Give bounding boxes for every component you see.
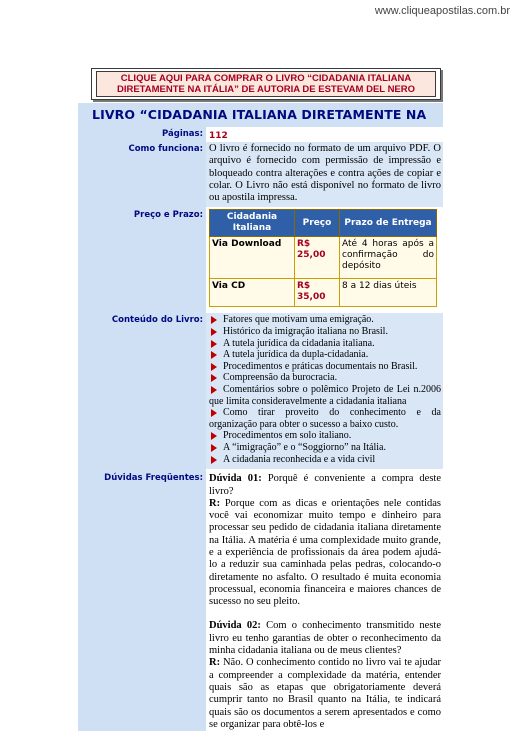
- list-item: Fatores que motivam uma emigração.: [209, 314, 441, 326]
- question-text: Porquê é conveniente a compra deste livro?: [209, 473, 442, 497]
- arrow-bullet-icon: [211, 456, 217, 464]
- faq-answer: [209, 657, 441, 731]
- faq-label: Dúvidas Freqüentes:: [78, 469, 206, 731]
- price-table-header: [210, 210, 437, 237]
- pages-row: [78, 127, 443, 142]
- delivery-term: Até 4 horas após a confirmação do depósito: [340, 237, 437, 279]
- arrow-bullet-icon: [211, 351, 217, 359]
- arrow-bullet-icon: [211, 444, 217, 452]
- content-row: [78, 313, 443, 469]
- buy-book-link[interactable]: [117, 73, 415, 95]
- price-header-price: Preço: [295, 210, 340, 237]
- list-item: Procedimentos em solo italiano.: [209, 430, 441, 442]
- price-table: [209, 209, 437, 307]
- list-item: Histórico da imigração italiana no Brasil.: [209, 326, 441, 338]
- price-header-delivery: Prazo de Entrega: [340, 210, 437, 237]
- buy-banner-line1: CLIQUE AQUI PARA COMPRAR O LIVRO “CIDADANIA ITALIANA: [120, 73, 412, 84]
- delivery-type: Via CD: [210, 279, 295, 307]
- arrow-bullet-icon: [211, 374, 217, 382]
- delivery-term: 8 a 12 dias úteis: [340, 279, 437, 307]
- price-label: Preço e Prazo:: [78, 207, 206, 313]
- answer-label: R:: [209, 497, 221, 509]
- arrow-bullet-icon: [211, 363, 217, 371]
- answer-text: Não. O conhecimento contido no livro vai te ajudar a compreender a complexidade da matéria, entender quais são as etapas que obrigatoriamente deverá cumprir tanto no Brasil quanto na Itália, te indicará quais são os documentos a serem apresentados e como se organizar para obtê-los e: [209, 657, 442, 730]
- faq-question: [209, 620, 441, 657]
- pages-label: Páginas:: [78, 127, 206, 142]
- arrow-bullet-icon: [211, 328, 217, 336]
- list-item: Como tirar proveito do conhecimento e da organização para obter o sucesso a baixo custo.: [209, 407, 441, 430]
- how-it-works-text: O livro é fornecido no formato de um arquivo PDF. O arquivo é fornecido com permissão de impressão e bloqueado contra alterações e contra ações de copiar e colar. O Livro não está disponível no formato de livro ou apostila impressa.: [206, 142, 443, 207]
- site-url: www.cliqueapostilas.com.br: [374, 5, 510, 17]
- question-label: Dúvida 01:: [209, 473, 262, 485]
- answer-label: R:: [209, 657, 221, 669]
- content-label: Conteúdo do Livro:: [78, 313, 206, 469]
- buy-book-banner[interactable]: [91, 68, 441, 100]
- arrow-bullet-icon: [211, 409, 217, 417]
- arrow-bullet-icon: [211, 340, 217, 348]
- delivery-price: R$ 35,00: [295, 279, 340, 307]
- price-row: [78, 207, 443, 313]
- list-item: Compreensão da burocracia.: [209, 372, 441, 384]
- list-item: Procedimentos e práticas documentais no Brasil.: [209, 361, 441, 373]
- arrow-bullet-icon: [211, 432, 217, 440]
- pages-value: 112: [206, 127, 443, 142]
- table-row: [210, 279, 437, 307]
- faq-answer: [209, 498, 441, 609]
- faq-question: [209, 473, 441, 498]
- list-item: A “imigração” e o “Soggiorno” na Itália.: [209, 442, 441, 454]
- question-label: Dúvida 02:: [209, 620, 261, 632]
- answer-text: Porque com as dicas e orientações nele contidas você vai economizar muito tempo e dinheiro para processar seu pedido de cidadania italiana diretamente na Itália. A matéria é uma complexidade muito grande, e a experiência de profissionais da área podem ajudá-lo a reduzir sua caminhada pelas pedras, colocando-o diretamente no asfalto. O resultado é muita economia processual, economia financeira e maiores chances de sucesso no seu pleito.: [209, 497, 442, 608]
- content-list: [209, 314, 441, 465]
- price-header-product: Cidadania Italiana: [210, 210, 295, 237]
- book-title: LIVRO “CIDADANIA ITALIANA DIRETAMENTE NA: [78, 103, 443, 127]
- buy-banner-line2: DIRETAMENTE NA ITÁLIA” DE AUTORIA DE ESTEVAM DEL NERO: [116, 84, 416, 95]
- list-item: A tutela jurídica da cidadania italiana.: [209, 338, 441, 350]
- delivery-type: Via Download: [210, 237, 295, 279]
- question-text: Com o conhecimento transmitido neste livro eu tenho garantias de obter o reconhecimento da minha cidadania italiana ou de meus clientes?: [209, 620, 442, 657]
- table-row: [210, 237, 437, 279]
- how-it-works-row: [78, 142, 443, 207]
- arrow-bullet-icon: [211, 316, 217, 324]
- book-info-table: [78, 103, 443, 731]
- how-it-works-label: Como funciona:: [78, 142, 206, 207]
- faq-row: [78, 469, 443, 731]
- list-item: A tutela jurídica da dupla-cidadania.: [209, 349, 441, 361]
- delivery-price: R$ 25,00: [295, 237, 340, 279]
- list-item: A cidadania reconhecida e a vida civil: [209, 454, 441, 466]
- list-item: Comentários sobre o polêmico Projeto de Lei n.2006 que limita consideravelmente a cidadania italiana: [209, 384, 441, 407]
- arrow-bullet-icon: [211, 386, 217, 394]
